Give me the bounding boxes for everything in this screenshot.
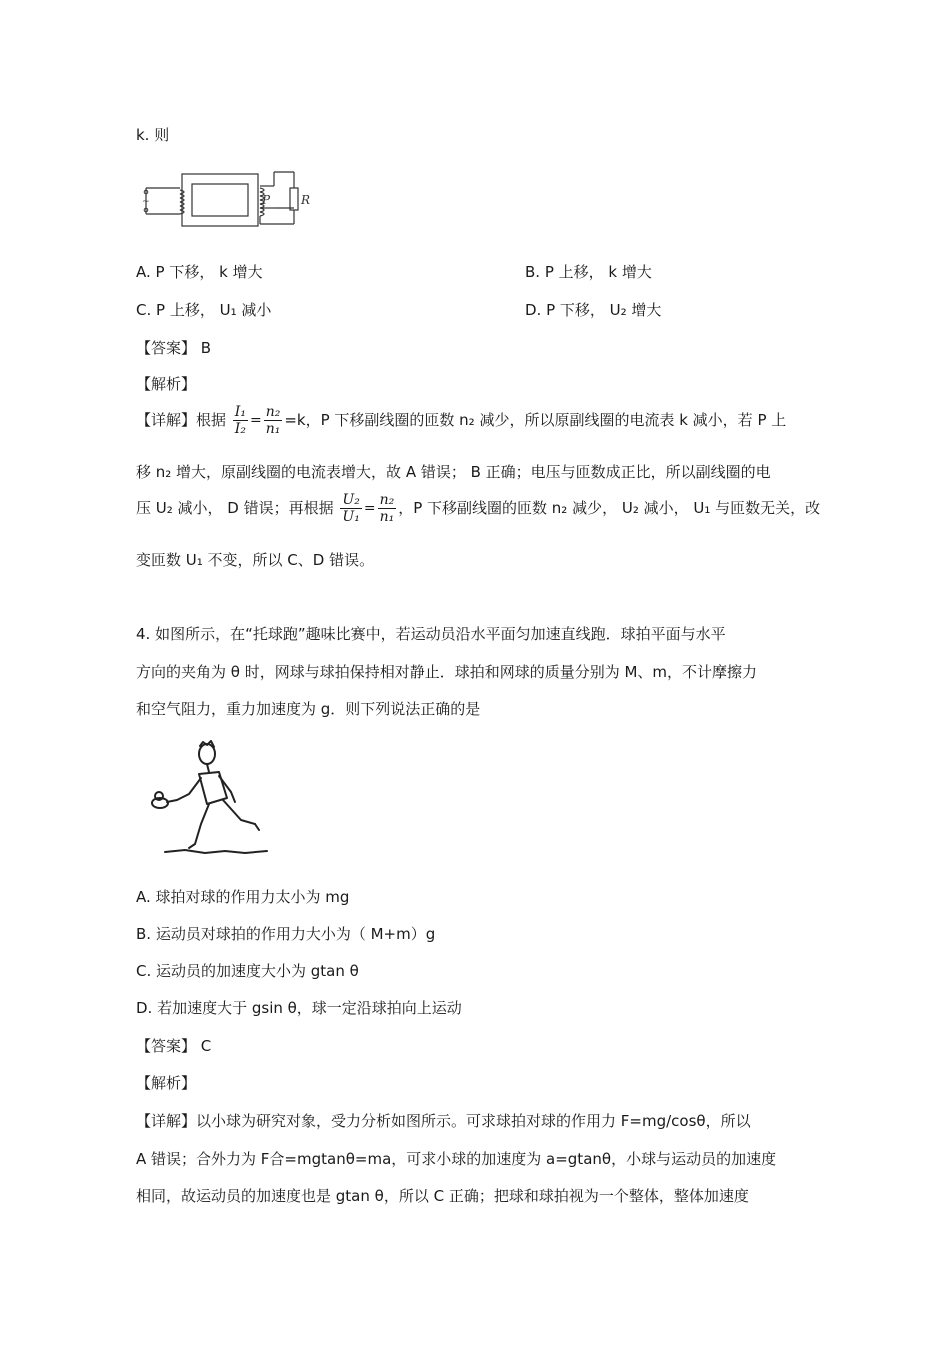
q4-stem-line-1: 4. 如图所示，在“托球跑”趣味比赛中，若运动员沿水平面匀加速直线跑．球拍平面与水平: [136, 625, 726, 643]
q3-option-b: B. P 上移， k 增大: [525, 263, 652, 281]
q3-detail-1-post: =k，P 下移副线圈的匝数 n₂ 减少，所以原副线圈的电流表 k 减小，若 P 上: [284, 411, 787, 429]
q4-stem-line-2: 方向的夹角为 θ 时，网球与球拍保持相对静止．球拍和网球的质量分别为 M、m，不计摩擦力: [136, 663, 758, 681]
q3-detail-line-4: 变匝数 U₁ 不变，所以 C、D 错误。: [136, 551, 375, 569]
voltage-ratio-fraction: $\frac{\text{U₂}}{\text{U₁}}$: [342, 492, 360, 525]
q4-option-a: A. 球拍对球的作用力太小为 mg: [136, 888, 350, 906]
q4-detail-line-2: A 错误；合外力为 F合=mgtanθ=ma，可求小球的加速度为 a=gtanθ，小球与运动员的加速度: [136, 1150, 777, 1168]
q3-option-d: D. P 下移， U₂ 增大: [525, 301, 662, 319]
turns-ratio-fraction-2: $\frac{\text{n₂}}{\text{n₁}}$: [379, 492, 395, 525]
q4-stem-line-3: 和空气阻力，重力加速度为 g．则下列说法正确的是: [136, 700, 481, 718]
q3-detail-1-pre: 【详解】根据: [136, 411, 227, 429]
q3-tail-text: k. 则: [136, 126, 170, 144]
q3-analysis-label: 【解析】: [136, 375, 197, 393]
q4-answer: 【答案】 C: [136, 1037, 212, 1055]
q3-detail-line-2: 移 n₂ 增大，原副线圈的电流表增大，故 A 错误； B 正确；电压与匝数成正比，所以副线圈的电: [136, 463, 771, 481]
q4-detail-line-1: 【详解】以小球为研究对象，受力分析如图所示。可求球拍对球的作用力 F=mg/cosθ，所以: [136, 1112, 751, 1130]
circuit-label-r: R: [301, 193, 311, 207]
q4-analysis-label: 【解析】: [136, 1074, 197, 1092]
current-ratio-fraction: $\frac{\text{I₁}}{\text{I₂}}$: [234, 404, 246, 437]
q3-answer: 【答案】 B: [136, 339, 212, 357]
transformer-circuit-figure: [138, 168, 318, 232]
q4-detail-line-3: 相同，故运动员的加速度也是 gtan θ，所以 C 正确；把球和球拍视为一个整体，整体加速度: [136, 1187, 749, 1205]
q3-detail-3-pre: 压 U₂ 减小， D 错误；再根据: [136, 499, 334, 517]
q3-option-a: A. P 下移， k 增大: [136, 263, 263, 281]
q3-detail-line-1: 【详解】根据 $\frac{\text{I₁}}{\text{I₂}}$ = $\frac{\text{n₂}}{\text{n₁}}$ =k，P 下移副线圈的匝数 n₂ 减少，所以原副线圈的电流表 k 减小，若 P 上: [136, 404, 787, 437]
q3-option-c: C. P 上移， U₁ 减小: [136, 301, 272, 319]
q4-option-c: C. 运动员的加速度大小为 gtan θ: [136, 962, 359, 980]
q3-detail-line-3: 压 U₂ 减小， D 错误；再根据 $\frac{\text{U₂}}{\text{U₁}}$ = $\frac{\text{n₂}}{\text{n₁}}$ ，P 下移副线圈的匝数 n₂ 减少， U₂ 减小， U₁ 与匝数无关，改: [136, 492, 821, 525]
turns-ratio-fraction: $\frac{\text{n₂}}{\text{n₁}}$: [265, 404, 281, 437]
q4-option-b: B. 运动员对球拍的作用力大小为（ M+m）g: [136, 925, 436, 943]
runner-with-racket-figure: [145, 740, 275, 860]
q3-detail-3-post: ，P 下移副线圈的匝数 n₂ 减少， U₂ 减小， U₁ 与匝数无关，改: [398, 499, 821, 517]
q4-option-d: D. 若加速度大于 gsin θ，球一定沿球拍向上运动: [136, 999, 462, 1017]
circuit-label-p: P: [262, 193, 271, 207]
svg-text:~: ~: [142, 197, 150, 207]
